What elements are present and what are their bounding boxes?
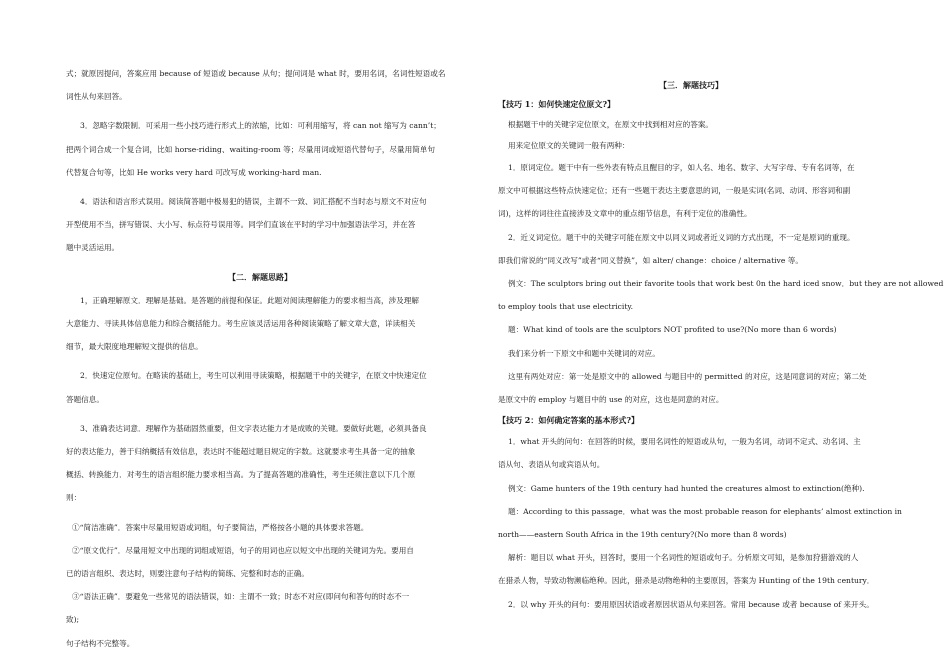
text-line: 例文：Game hunters of the 19th century had hunted the creatures almost to extinction(绝种).: [508, 483, 865, 493]
text-line: 代替复合句等，比如 He works very hard 可改写成 working-hard man.: [66, 167, 322, 177]
text-line: 根据题干中的关键字定位原文，在原文中找到相对应的答案。: [508, 120, 714, 129]
text-line: 2．近义词定位。题干中的关键字可能在原文中以同义词或者近义词的方式出现，不一定是原词的重现。: [508, 232, 855, 242]
left-column: [66, 62, 454, 655]
text-line: 概括、转换能力．对考生的语言组织能力要求相当高。为了提高答题的准确性，考生还须注意以下几个原: [66, 470, 416, 480]
text-line: 答题信息。: [66, 394, 104, 404]
text-line: 语从句、表语从句或宾语从句。: [498, 460, 605, 470]
text-line: 致);: [66, 615, 80, 625]
text-line: 则：: [66, 493, 82, 503]
text-line: 式；就原因提问，答案应用 because of 短语或 because 从句；提问词是 what 时，要用名词，名词性短语或名: [66, 69, 446, 78]
right-column: [498, 76, 944, 616]
text-line: 词)，这样的词往往直接涉及文章中的重点细节信息，有利于定位的准确性。: [498, 209, 752, 219]
text-line: ③“语法正确”．要避免一些常见的语法错误，如：主谓不一致；时态不对应(即问句和答句的时态不一: [72, 592, 410, 602]
tip-heading: 【技巧 2：如何确定答案的基本形式?】: [498, 415, 640, 426]
text-line: 3、准确表达词意．理解作为基础固然重要，但文字表达能力才是成败的关键。要做好此题，必须具备良: [80, 423, 427, 433]
text-line: ②“原文优行”．尽量用短文中出现的词组或短语，句子的用词也应以短文中出现的关键词为先。要用自: [72, 545, 414, 555]
text-line: 已的语言组织、表达时，则要注意句子结构的简练、完整和时态的正确。: [66, 569, 309, 579]
text-line: 例文：The sculptors bring out their favorite tools that work best 0n the hard iced snow．but they are not allowed: [508, 279, 944, 289]
text-line: 原文中可根据这些特点快速定位；还有一些题干表达主要意思的词，一般是实词(名词、动词、形容词和副: [498, 186, 851, 196]
text-line: 解析：题目以 what 开头，回答时，要用一个名词性的短语或句子。分析原文可知，是参加狩猎游戏的人: [508, 553, 859, 563]
text-line: 题：According to this passage．what was the most probable reason for elephants’ almost extinction in: [508, 506, 902, 516]
text-line: 这里有两处对应：第一处是原文中的 allowed 与题目中的 permitted 的对应，这是同意词的对应；第二处: [508, 371, 867, 381]
text-line: 好的表达能力，善于归纳概括有效信息，表达时不能超过题目规定的字数。这就要求考生具备一定的抽象: [66, 447, 416, 457]
text-line: 3．忽略字数限制．可采用一些小技巧进行形式上的浓缩，比如：可利用缩写，将 can not 缩写为 cann’t；: [80, 121, 441, 131]
text-line: ①“简洁准确”．答案中尽量用短语或词组，句子要简洁，严格按各小题的具体要求答题。: [72, 522, 369, 532]
text-line: 大意能力、寻读具体信息能力和综合概括能力。考生应该灵活运用各种阅读策略了解文章大意，详读相关: [66, 319, 416, 329]
text-line: 4．语法和语言形式误用。阅读简答题中极易犯的错误，主谓不一致、词汇搭配不当时态与原文不对应句: [80, 197, 427, 207]
text-line: 句子结构不完整等。: [66, 638, 135, 648]
text-line: 2．以 why 开头的问句：要用原因状语或者原因状语从句来回答。常用 because 或者 because of 来开头。: [508, 599, 874, 609]
text-line: 词性从句来回答。: [66, 92, 127, 102]
section-heading: 【三．解题技巧】: [659, 80, 723, 90]
text-line: 是原文中的 employ 与题目中的 use 的对应，这也是同意的对应。: [498, 395, 724, 405]
section-heading: 【二．解题思路】: [228, 271, 292, 282]
text-line: 1，正确理解原文．理解是基础。是答题的前提和保证。此题对阅读理解能力的要求相当高，涉及理解: [80, 295, 419, 305]
text-line: 把两个词合成一个复合词，比如 horse-riding、waiting-room 等；尽量用词或短语代替句子，尽量用简单句: [66, 144, 435, 154]
text-line: north——eastern South Africa in the 19th century?(No more than 8 words): [498, 530, 787, 540]
text-line: 用来定位原文的关键词一般有两种：: [508, 141, 630, 150]
text-line: 即我们常说的“同义改写”或者“同义替换”，如 alter/ change：choice / alternative 等。: [498, 255, 803, 265]
text-line: 2．快速定位原句。在略读的基础上，考生可以利用寻读策略，根据题干中的关键字，在原文中快速定位: [80, 371, 427, 381]
text-line: 题中灵活运用。: [66, 243, 120, 253]
text-line: 在猎杀人物，导致动物濒临绝种。因此，猎杀是动物绝种的主要原因，答案为 Hunting of the 19th century．: [498, 576, 875, 586]
tip-heading: 【技巧 1：如何快速定位原文?】: [498, 99, 616, 109]
text-line: 我们来分析一下原文中和题中关键词的对应。: [508, 348, 660, 358]
text-line: 开型使用不当，拼写错误、大小写、标点符号误用等。同学们直该在平时的学习中加强语法学习，并在答: [66, 220, 416, 230]
text-line: 细节，最大限度地理解短文提供的信息。: [66, 342, 203, 352]
text-line: 1．原词定位。题干中有一些外表有特点且醒目的字，如人名、地名、数字、大写字母、专有名词等，在: [508, 163, 855, 172]
text-line: 1．what 开头的问句：在回答的时候，要用名词性的短语或从句，一般为名词，动词不定式、动名词、主: [508, 437, 861, 447]
text-line: to employ tools that use electricity.: [498, 302, 634, 312]
text-line: 题：What kind of tools are the sculptors NOT profited to use?(No more than 6 words): [508, 325, 837, 335]
